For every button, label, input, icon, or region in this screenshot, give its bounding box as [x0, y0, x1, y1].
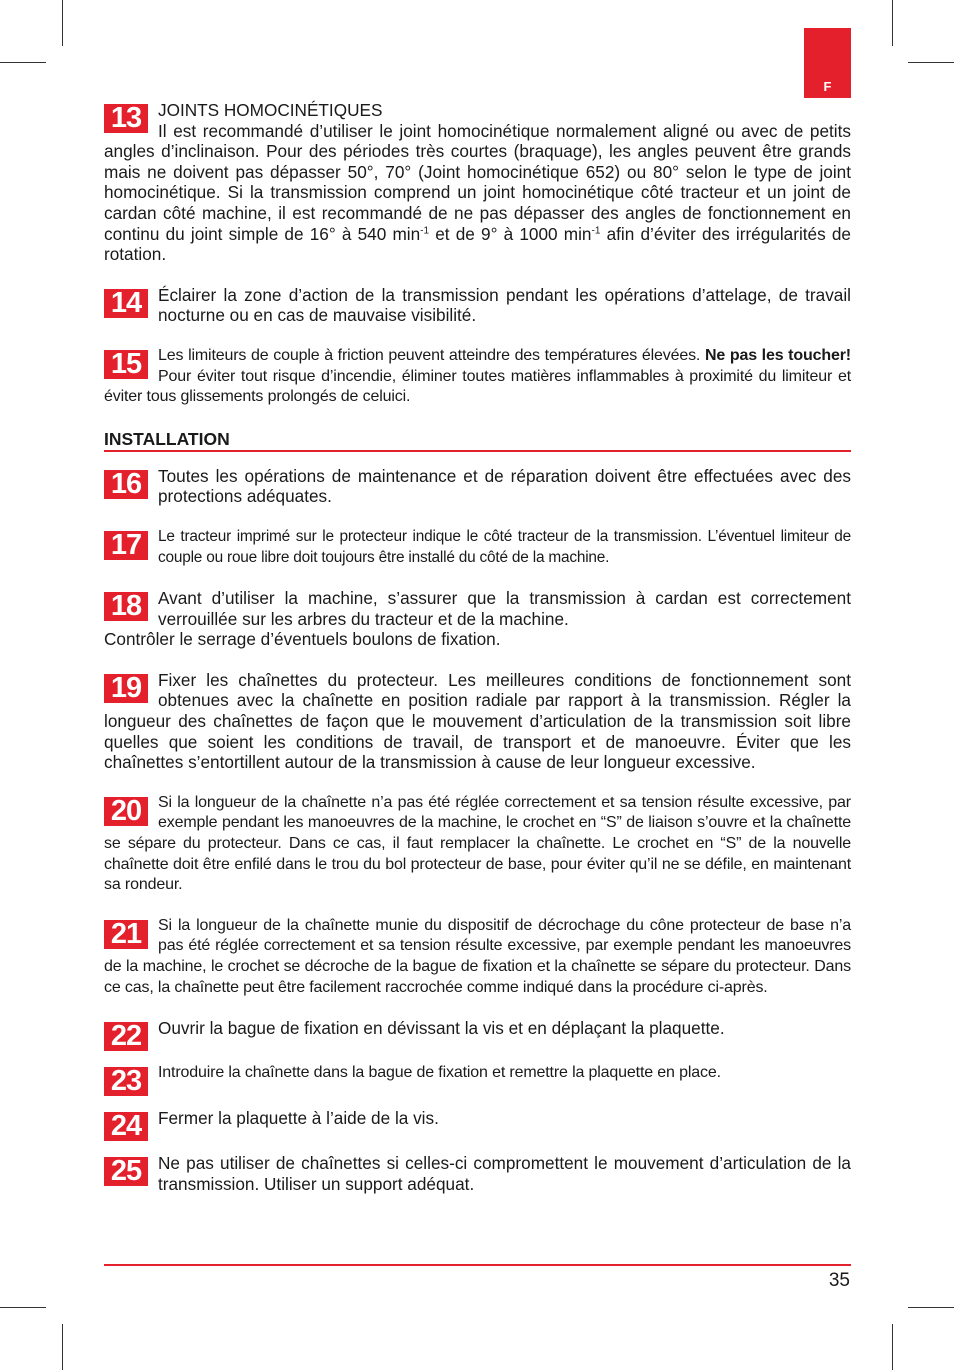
- item-13-text-a: Il est recommandé d’utiliser le joint homocinétique normalement aligné ou avec de petits angles d’inclinaison. Pour des périodes très courtes (braquage), les angles peuvent être grands mais ne doivent pas dépasser 50°, 70° (Joint homocinétique 652) ou 80° selon le type de joint homocinétique. Si la transmission comprend un joint homocinétique côté tracteur et un joint de cardan côté machine, il est recommandé de ne pas dépasser des angles de fonctionnement en continu du joint simple de 16° à 540 min: [104, 120, 851, 244]
- item-number-19: 19: [104, 674, 148, 703]
- item-24: [104, 1108, 851, 1141]
- item-18-text: Avant d’utiliser la machine, s’assurer que la transmission à cardan est correctement verrouillée sur les arbres du tracteur et de la machine.: [158, 588, 851, 629]
- item-22-text: Ouvrir la bague de fixation en dévissant la vis et en déplaçant la plaquette.: [158, 1018, 725, 1039]
- item-number-17: 17: [104, 531, 148, 560]
- item-18-text-2: Contrôler le serrage d’éventuels boulons de fixation.: [104, 629, 501, 650]
- item-25-text: Ne pas utiliser de chaînettes si celles-ci compromettent le mouvement d’articulation de la transmission. Utiliser un support adéquat.: [158, 1153, 851, 1194]
- item-13: [104, 100, 851, 265]
- item-number-13: 13: [104, 104, 148, 133]
- item-24-text: Fermer la plaquette à l’aide de la vis.: [158, 1108, 439, 1129]
- footer-rule: [104, 1264, 851, 1266]
- crop-mark-tl-v: [62, 0, 63, 46]
- item-14-text: Éclairer la zone d’action de la transmission pendant les opérations d’attelage, de travail nocturne ou en cas de mauvaise visibilité.: [158, 284, 851, 326]
- item-number-18: 18: [104, 592, 148, 621]
- item-number-23: 23: [104, 1067, 148, 1096]
- crop-mark-tr-h: [908, 62, 954, 63]
- crop-mark-tr-v: [892, 0, 893, 46]
- section-title-installation: INSTALLATION: [104, 428, 851, 452]
- item-15-warning: Ne pas les toucher!: [704, 346, 851, 364]
- page-content: [104, 100, 851, 1194]
- item-20: [104, 793, 851, 896]
- item-number-25: 25: [104, 1157, 148, 1186]
- item-18: [104, 588, 851, 650]
- language-tab: F: [804, 28, 851, 98]
- item-21: [104, 916, 851, 998]
- item-23: [104, 1063, 851, 1096]
- item-20-text: Si la longueur de la chaînette n’a pas été réglée correctement et sa tension résulte excessive, par exemple pendant les manoeuvres de la machine, le crochet en “S” de liaison s’ouvre et la chaînette se sépare du protecteur. Dans ce cas, il faut remplacer la chaînette. Le crochet en “S” de la nouvelle chaînette doit être enfilé dans le trou du bol protecteur de base, pour éviter qu’il ne se défile, en maintenant sa rondeur.: [104, 793, 851, 894]
- item-13-text-c: afin d’éviter des irrégularités de rotation.: [104, 223, 851, 265]
- crop-mark-bl-h: [0, 1307, 46, 1308]
- item-14: [104, 285, 851, 326]
- item-23-text: Introduire la chaînette dans la bague de fixation et remettre la plaquette en place.: [158, 1064, 721, 1082]
- crop-mark-br-h: [908, 1307, 954, 1308]
- item-13-text-b: et de 9° à 1000 min: [429, 223, 592, 244]
- item-21-text: Si la longueur de la chaînette munie du dispositif de décrochage du cône protecteur de base n’a pas été réglée correctement et sa tension résulte excessive, par exemple pendant les manoeuvres de la machine, le crochet se décroche de la bague de fixation et la chaînette se sépare du protecteur. Dans ce cas, la chaînette peut être facilement raccrochée comme indiqué dans la procédure ci-après.: [104, 916, 851, 996]
- item-19-text: Fixer les chaînettes du protecteur. Les meilleures conditions de fonctionnement sont obtenues avec la chaînette en position radiale par rapport à la transmission. Régler la longueur des chaînettes de façon que le mouvement d’articulation de la transmission soit libre quelles que soient les conditions de travail, de transport et de manoeuvre. Éviter que les chaînettes s’entortillent autour de la transmission à cause de leur longueur excessive.: [104, 669, 851, 773]
- page-number: 35: [828, 1270, 850, 1291]
- item-number-20: 20: [104, 797, 148, 826]
- item-number-22: 22: [104, 1022, 148, 1051]
- crop-mark-bl-v: [62, 1324, 63, 1370]
- crop-mark-br-v: [892, 1324, 893, 1370]
- item-13-sup1: -1: [420, 224, 430, 236]
- item-15-text-b: Pour éviter tout risque d’incendie, éliminer toutes matières inflammables à proximité du limiteur et éviter tous glissements prolongés de celuici.: [104, 367, 851, 406]
- item-17-text: Le tracteur imprimé sur le protecteur indique le côté tracteur de la transmission. L’éventuel limiteur de couple ou roue libre doit toujours être installé du côté de la machine.: [158, 527, 851, 566]
- item-number-21: 21: [104, 920, 148, 949]
- item-number-24: 24: [104, 1112, 148, 1141]
- item-15-text-a: Les limiteurs de couple à friction peuvent atteindre des températures élevées.: [158, 346, 705, 364]
- item-19: [104, 670, 851, 773]
- item-17: [104, 527, 851, 568]
- item-number-15: 15: [104, 350, 148, 379]
- item-13-title: JOINTS HOMOCINÉTIQUES: [158, 100, 383, 120]
- item-number-16: 16: [104, 470, 148, 499]
- item-16: [104, 466, 851, 507]
- item-22: [104, 1018, 851, 1051]
- item-number-14: 14: [104, 289, 148, 318]
- crop-mark-tl-h: [0, 62, 46, 63]
- item-13-sup2: -1: [591, 224, 601, 236]
- item-16-text: Toutes les opérations de maintenance et de réparation doivent être effectuées avec des protections adéquates.: [158, 465, 851, 507]
- item-15: [104, 346, 851, 408]
- item-25: [104, 1153, 851, 1194]
